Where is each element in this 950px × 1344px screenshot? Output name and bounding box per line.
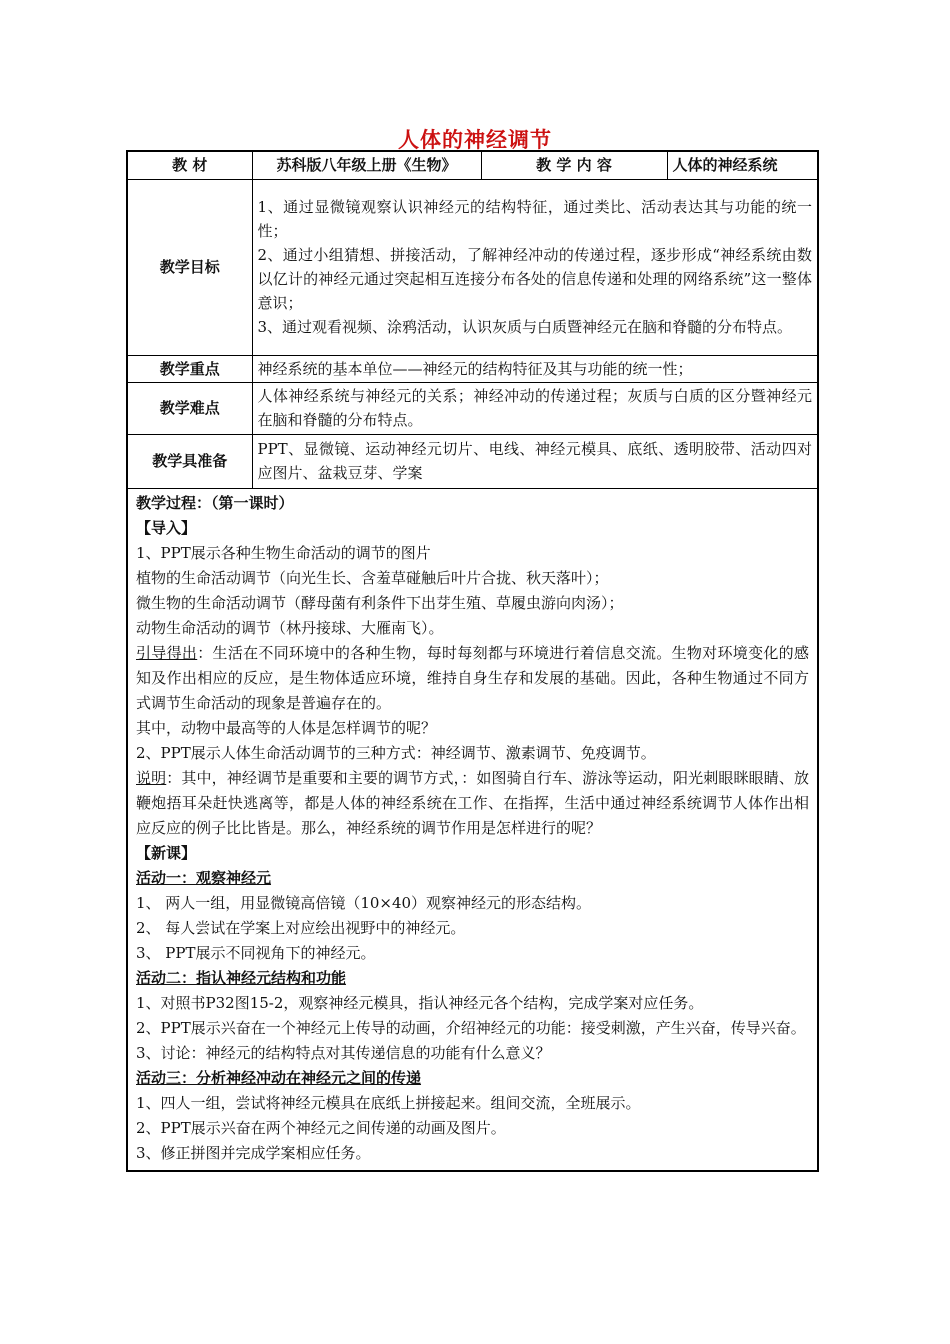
question-text: 其中，动物中最高等的人体是怎样调节的呢？ bbox=[136, 718, 437, 737]
activity-3-item: 2、PPT展示兴奋在两个神经元之间传递的动画及图片。 bbox=[136, 1118, 506, 1137]
new-lesson-heading: 【新课】 bbox=[136, 843, 197, 862]
activity-2-item: 3、讨论：神经元的结构特点对其传递信息的功能有什么意义？ bbox=[136, 1043, 551, 1062]
key-row bbox=[127, 355, 818, 382]
intro-heading: 【导入】 bbox=[136, 518, 197, 537]
label-textbook: 教 材 bbox=[127, 151, 252, 179]
explain-paragraph bbox=[136, 766, 809, 841]
process-row bbox=[127, 488, 818, 1171]
activity-2-title: 活动二：指认神经元结构和功能 bbox=[136, 968, 347, 987]
label-goals: 教学目标 bbox=[127, 179, 252, 355]
activity-1-item: 3、 PPT展示不同视角下的神经元。 bbox=[136, 943, 376, 962]
activity-1-title: 活动一：观察神经元 bbox=[136, 868, 272, 887]
activity-2-item: 1、对照书P32图15-2，观察神经元模具，指认神经元各个结构，完成学案对应任务。 bbox=[136, 993, 704, 1012]
activity-1-item: 2、 每人尝试在学案上对应绘出视野中的神经元。 bbox=[136, 918, 466, 937]
difficult-value: 人体神经系统与神经元的关系；神经冲动的传递过程；灰质与白质的区分暨神经元在脑和脊髓的分布特点。 bbox=[252, 382, 818, 434]
page-title: 人体的神经调节 bbox=[398, 128, 552, 152]
textbook-value: 苏科版八年级上册《生物》 bbox=[252, 151, 481, 179]
guide-paragraph bbox=[136, 641, 809, 716]
goals-cell bbox=[252, 179, 818, 355]
label-key: 教学重点 bbox=[127, 355, 252, 382]
difficult-row bbox=[127, 382, 818, 434]
explain-label: 说明 bbox=[136, 768, 167, 787]
explain-text: ：其中，神经调节是重要和主要的调节方式，：如图骑自行车、游泳等运动，阳光刺眼眯眼睛、放鞭炮捂耳朵赶快逃离等，都是人体的神经系统在工作、在指挥，生活中通过神经系统调节人体作出相应反应的例子比比皆是。那么，神经系统的调节作用是怎样进行的呢？ bbox=[136, 768, 809, 837]
tools-row bbox=[127, 434, 818, 488]
goal-3: 3、通过观看视频、涂鸦活动，认识灰质与白质暨神经元在脑和脊髓的分布特点。 bbox=[257, 318, 793, 336]
process-heading: 教学过程：（第一课时） bbox=[136, 493, 294, 512]
process-cell bbox=[127, 488, 818, 1171]
goal-1: 1、通过显微镜观察认识神经元的结构特征，通过类比、活动表达其与功能的统一性； bbox=[257, 198, 812, 240]
guide-label: 引导得出 bbox=[136, 643, 198, 662]
activity-1-item: 1、 两人一组，用显微镜高倍镜（10×40）观察神经元的形态结构。 bbox=[136, 893, 592, 912]
activity-3-item: 3、修正拼图并完成学案相应任务。 bbox=[136, 1143, 371, 1162]
lesson-plan-table bbox=[126, 150, 819, 1172]
intro-micro: 微生物的生命活动调节（酵母菌有利条件下出芽生殖、草履虫游向肉汤）； bbox=[136, 593, 624, 612]
header-row bbox=[127, 151, 818, 179]
key-value: 神经系统的基本单位——神经元的结构特征及其与功能的统一性； bbox=[252, 355, 818, 382]
guide-text: ：生活在不同环境中的各种生物，每时每刻都与环境进行着信息交流。生物对环境变化的感知及作出相应的反应，是生物体适应环境，维持自身生存和发展的基础。因此，各种生物通过不同方式调节生命活动的现象是普遍存在的。 bbox=[136, 643, 809, 712]
content-value: 人体的神经系统 bbox=[667, 151, 818, 179]
label-difficult: 教学难点 bbox=[127, 382, 252, 434]
label-tools: 教学具准备 bbox=[127, 434, 252, 488]
label-content: 教 学 内 容 bbox=[481, 151, 667, 179]
intro-item-1: 1、PPT展示各种生物生命活动的调节的图片 bbox=[136, 543, 431, 562]
goals-row bbox=[127, 179, 818, 355]
activity-3-item: 1、四人一组，尝试将神经元模具在底纸上拼接起来。组间交流，全班展示。 bbox=[136, 1093, 641, 1112]
activity-2-item: 2、PPT展示兴奋在一个神经元上传导的动画，介绍神经元的功能：接受刺激，产生兴奋，传导兴奋。 bbox=[136, 1018, 806, 1037]
tools-value: PPT、显微镜、运动神经元切片、电线、神经元模具、底纸、透明胶带、活动四对应图片、盆栽豆芽、学案 bbox=[252, 434, 818, 488]
intro-plant: 植物的生命活动调节（向光生长、含羞草碰触后叶片合拢、秋天落叶）； bbox=[136, 568, 609, 587]
intro-animal: 动物生命活动的调节（林丹接球、大雁南飞）。 bbox=[136, 618, 444, 637]
activity-3-title: 活动三：分析神经冲动在神经元之间的传递 bbox=[136, 1068, 422, 1087]
goal-2: 2、通过小组猜想、拼接活动，了解神经冲动的传递过程，逐步形成“神经系统由数以亿计的神经元通过突起相互连接分布各处的信息传递和处理的网络系统”这一整体意识； bbox=[257, 246, 812, 312]
intro-item-2: 2、PPT展示人体生命活动调节的三种方式：神经调节、激素调节、免疫调节。 bbox=[136, 743, 656, 762]
